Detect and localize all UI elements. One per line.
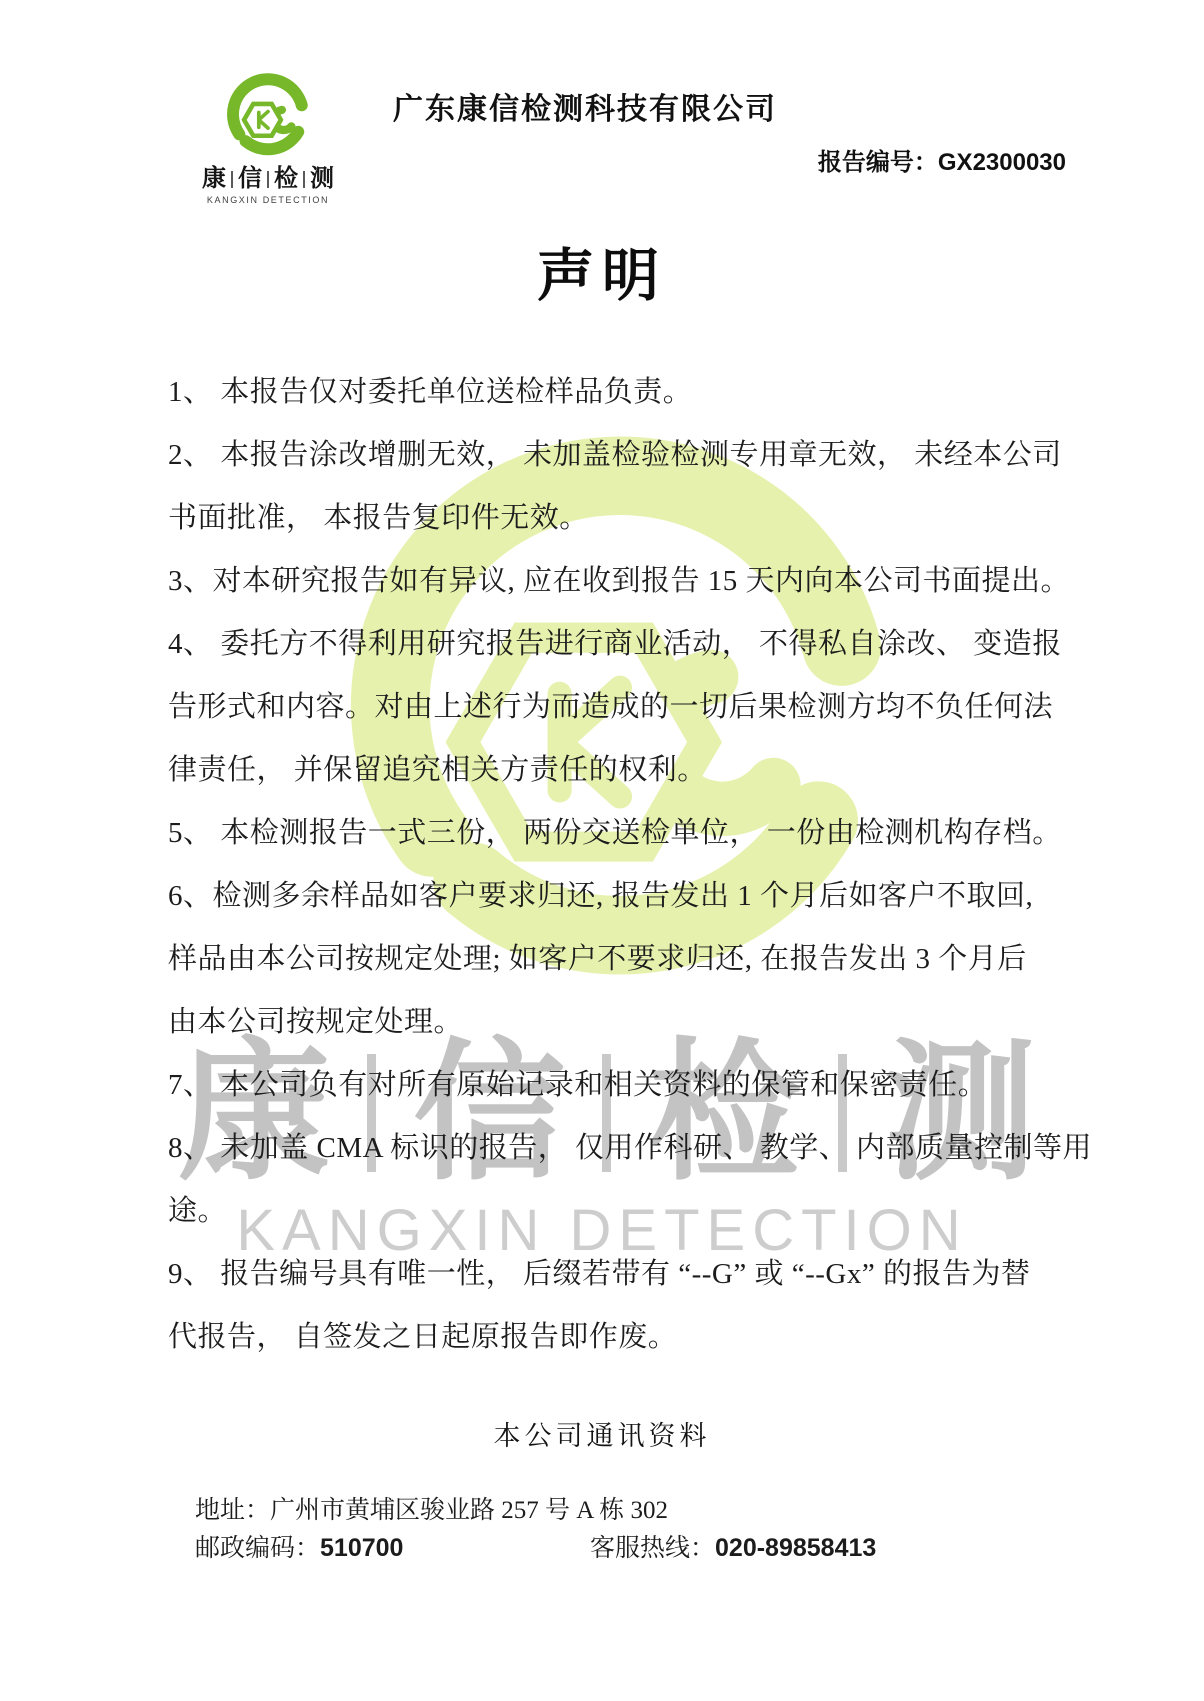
brand-char: 信 — [413, 1028, 566, 1198]
statement-line: 1、 本报告仅对委托单位送检样品负责。 — [168, 376, 693, 408]
statement-line: 告形式和内容。对由上述行为而造成的一切后果检测方均不负任何法 — [168, 691, 1054, 723]
report-number — [818, 142, 1066, 177]
postal-value: 510700 — [320, 1534, 404, 1562]
report-number-label: 报告编号： — [817, 150, 938, 176]
logo-en-text: KANGXIN DETECTION — [206, 195, 330, 206]
brand-char: 康 — [202, 165, 226, 192]
logo-cn-text — [188, 166, 348, 192]
page-title: 声明 — [537, 245, 667, 308]
statement — [168, 799, 1073, 862]
statement-line: 4、 委托方不得利用研究报告进行商业活动， 不得私自涂改、 变造报 — [168, 628, 1062, 660]
statement-line: 代报告， 自签发之日起原报告即作废。 — [168, 1321, 678, 1353]
separator-bar — [303, 171, 305, 188]
brand-char: 信 — [238, 165, 262, 192]
brand-char: 检 — [274, 165, 298, 192]
company-name: 广东康信检测科技有限公司 — [393, 93, 777, 126]
statement — [168, 547, 1073, 610]
address-label: 地址： — [195, 1497, 271, 1524]
statement-line: 7、 本公司负有对所有原始记录和相关资料的保管和保密责任。 — [168, 1069, 988, 1101]
statement-line: 2、 本报告涂改增删无效， 未加盖检验检测专用章无效， 未经本公司 — [168, 439, 1062, 471]
statement-line: 5、 本检测报告一式三份， 两份交送检单位， 一份由检测机构存档。 — [168, 817, 1062, 849]
postal-line — [170, 1500, 403, 1592]
hotline-line — [565, 1500, 876, 1592]
brand-char: 测 — [883, 1028, 1036, 1198]
statement — [168, 1051, 1073, 1114]
statement — [168, 1114, 1092, 1240]
statement-line: 由本公司按规定处理。 — [168, 1006, 464, 1038]
statement-line: 律责任， 并保留追究相关方责任的权利。 — [168, 754, 707, 786]
brand-char: 康 — [178, 1028, 330, 1198]
statement-line: 6、检测多余样品如客户要求归还, 报告发出 1 个月后如客户不取回, — [168, 880, 1034, 912]
statement-line: 样品由本公司按规定处理; 如客户不要求归还, 在报告发出 3 个月后 — [168, 943, 1027, 975]
statements — [168, 358, 1092, 1366]
statement-line: 3、对本研究报告如有异议, 应在收到报告 15 天内向本公司书面提出。 — [168, 565, 1071, 597]
report-number-value: GX2300030 — [937, 149, 1066, 176]
statement — [168, 421, 1073, 547]
hotline-label: 客服热线： — [590, 1535, 716, 1562]
statement — [168, 610, 1073, 799]
address-value: 广州市黄埔区骏业路 257 号 A 栋 302 — [270, 1497, 668, 1524]
brand-char: 测 — [310, 165, 334, 192]
contact-heading: 本公司通讯资料 — [493, 1421, 711, 1451]
brand-watermark-en: KANGXIN DETECTION — [236, 1198, 968, 1263]
statement-line: 9、 报告编号具有唯一性， 后缀若带有 “--G” 或 “--Gx” 的报告为替 — [168, 1258, 1031, 1290]
brand-char: 检 — [648, 1028, 801, 1198]
statement-line: 途。 — [168, 1195, 228, 1227]
statement-line: 8、 未加盖 CMA 标识的报告， 仅用作科研、 教学、 内部质量控制等用 — [168, 1132, 1092, 1164]
separator-bar — [267, 171, 269, 188]
statement — [168, 862, 1073, 1051]
statement — [168, 1240, 1073, 1366]
separator-bar — [231, 171, 233, 188]
postal-label: 邮政编码： — [195, 1535, 321, 1562]
statement-line: 书面批准， 本报告复印件无效。 — [168, 502, 589, 534]
statement — [168, 358, 1073, 421]
hotline-value: 020-89858413 — [715, 1534, 877, 1562]
